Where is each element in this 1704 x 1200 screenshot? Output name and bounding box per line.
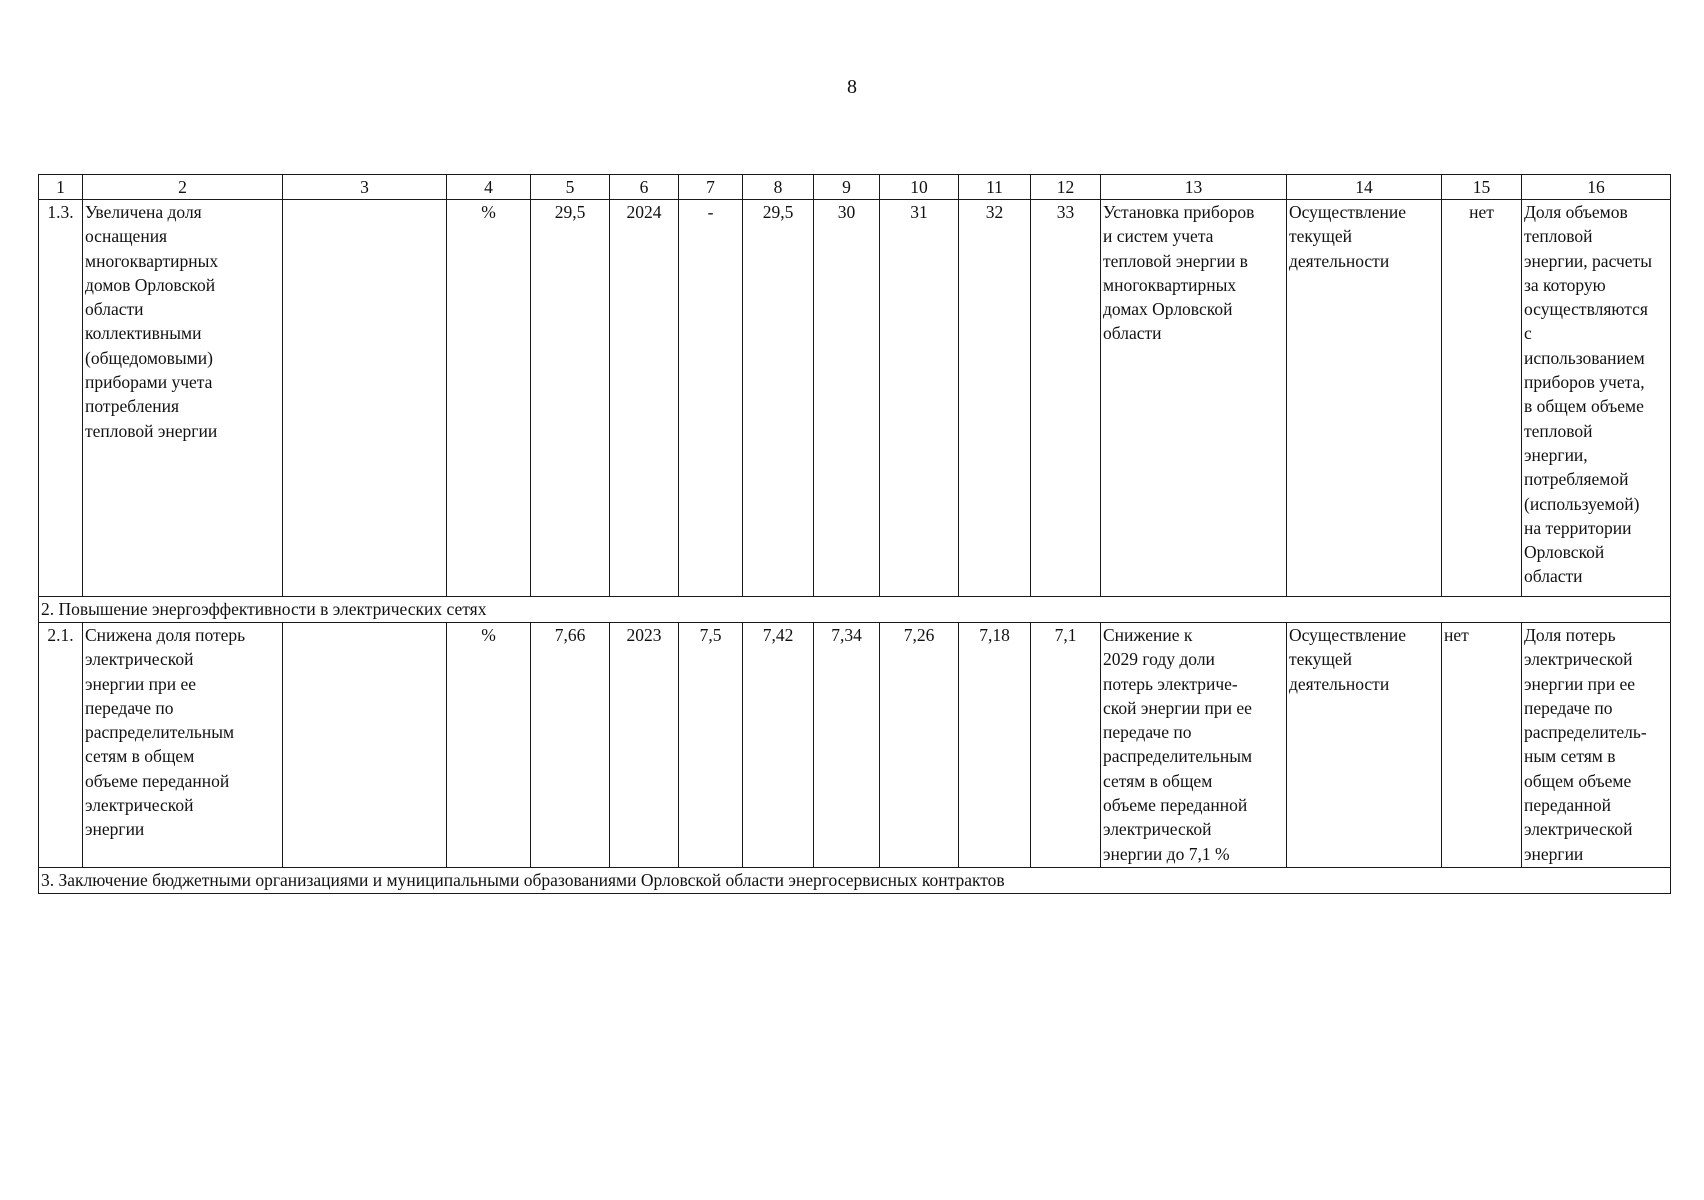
value-cell: - bbox=[679, 200, 743, 597]
column-number: 1 bbox=[39, 175, 83, 200]
value-cell: 7,34 bbox=[814, 623, 880, 868]
page-number: 8 bbox=[847, 76, 857, 98]
value-cell: 33 bbox=[1031, 200, 1101, 597]
base-year-cell: 2024 bbox=[610, 200, 679, 597]
indicator-name: Увеличена доля оснащения многоквартирных домов Орловской области коллективными (общедомовыми) приборами учета потребления тепловой энергии bbox=[83, 200, 283, 597]
column-number: 2 bbox=[83, 175, 283, 200]
activity-cell: Осуществление текущей деятельности bbox=[1287, 200, 1442, 597]
column-number: 16 bbox=[1522, 175, 1671, 200]
section-heading: 2. Повышение энергоэффективности в электрических сетях bbox=[39, 597, 1671, 623]
row-number: 1.3. bbox=[39, 200, 83, 597]
section-row bbox=[39, 868, 1671, 894]
cell-col3 bbox=[283, 200, 447, 597]
indicators-table bbox=[38, 174, 1671, 894]
column-number: 14 bbox=[1287, 175, 1442, 200]
unit-cell: % bbox=[447, 623, 531, 868]
value-cell: 32 bbox=[959, 200, 1031, 597]
section-heading: 3. Заключение бюджетными организациями и муниципальными образованиями Орловской области энергосервисных контрактов bbox=[39, 868, 1671, 894]
column-number: 9 bbox=[814, 175, 880, 200]
value-cell: 30 bbox=[814, 200, 880, 597]
column-number: 3 bbox=[283, 175, 447, 200]
cell-col3 bbox=[283, 623, 447, 868]
indicator-name: Снижена доля потерь электрической энергии при ее передаче по распределительным сетям в общем объеме переданной электрической энергии bbox=[83, 623, 283, 868]
indicator-description: Доля объемов тепловой энергии, расчеты за которую осуществляются с использованием приборов учета, в общем объеме тепловой энергии, потребляемой (используемой) на территории Орловской области bbox=[1522, 200, 1671, 597]
section-row bbox=[39, 597, 1671, 623]
flag-cell: нет bbox=[1442, 200, 1522, 597]
unit-cell: % bbox=[447, 200, 531, 597]
value-cell: 7,42 bbox=[743, 623, 814, 868]
row-number: 2.1. bbox=[39, 623, 83, 868]
measures-cell: Снижение к 2029 году доли потерь электриче- ской энергии при ее передаче по распределительным сетям в общем объеме переданной электрической энергии до 7,1 % bbox=[1101, 623, 1287, 868]
column-number: 11 bbox=[959, 175, 1031, 200]
column-number: 13 bbox=[1101, 175, 1287, 200]
indicator-description: Доля потерь электрической энергии при ее передаче по распределитель- ным сетям в общем объеме переданной электрической энергии bbox=[1522, 623, 1671, 868]
column-number: 6 bbox=[610, 175, 679, 200]
value-cell: 7,18 bbox=[959, 623, 1031, 868]
value-cell: 31 bbox=[880, 200, 959, 597]
column-number: 8 bbox=[743, 175, 814, 200]
column-number: 10 bbox=[880, 175, 959, 200]
column-number-row bbox=[39, 175, 1671, 200]
column-number: 4 bbox=[447, 175, 531, 200]
table-row bbox=[39, 200, 1671, 597]
value-cell: 29,5 bbox=[743, 200, 814, 597]
column-number: 5 bbox=[531, 175, 610, 200]
column-number: 15 bbox=[1442, 175, 1522, 200]
table-row bbox=[39, 623, 1671, 868]
value-cell: 7,26 bbox=[880, 623, 959, 868]
base-value-cell: 29,5 bbox=[531, 200, 610, 597]
flag-cell: нет bbox=[1442, 623, 1522, 868]
base-year-cell: 2023 bbox=[610, 623, 679, 868]
value-cell: 7,5 bbox=[679, 623, 743, 868]
base-value-cell: 7,66 bbox=[531, 623, 610, 868]
column-number: 12 bbox=[1031, 175, 1101, 200]
value-cell: 7,1 bbox=[1031, 623, 1101, 868]
column-number: 7 bbox=[679, 175, 743, 200]
activity-cell: Осуществление текущей деятельности bbox=[1287, 623, 1442, 868]
measures-cell: Установка приборов и систем учета тепловой энергии в многоквартирных домах Орловской области bbox=[1101, 200, 1287, 597]
